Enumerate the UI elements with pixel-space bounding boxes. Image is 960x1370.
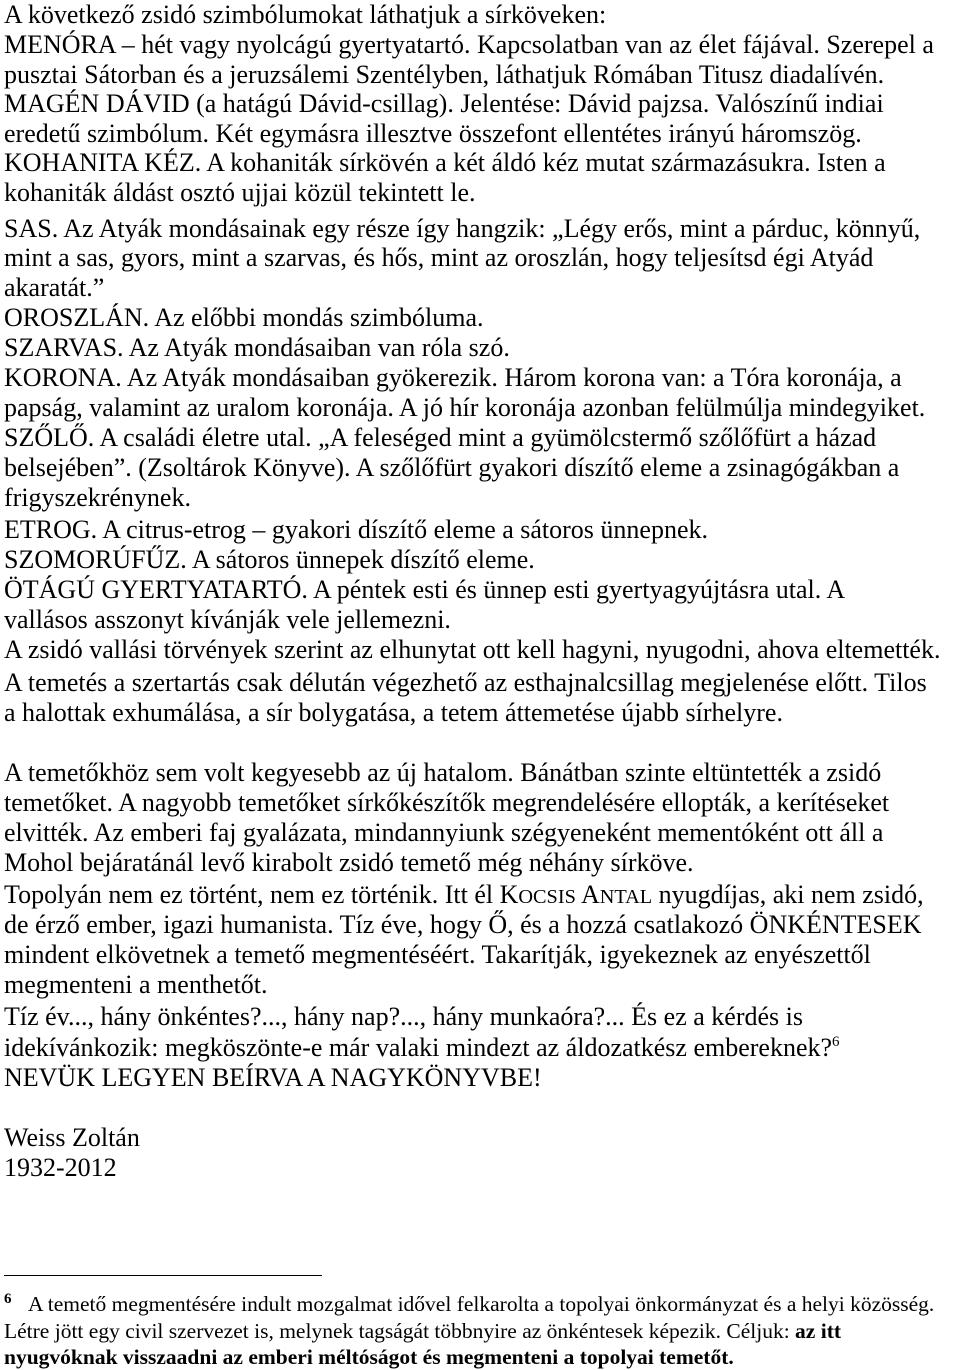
- footnote-line: nyugvóknak visszaadni az emberi méltóságot és megmenteni a topolyai temetőt.: [4, 1345, 734, 1369]
- body-text-line: de érző ember, igazi humanista. Tíz éve, hogy Ő, és a hozzá csatlakozó ÖNKÉNTESEK: [4, 910, 922, 939]
- footnote-reference: 6: [832, 1034, 840, 1050]
- footnote-text: Létre jött egy civil szervezet is, melynek tagságát többnyire az önkéntesek képezik. Céljuk:: [4, 1319, 796, 1343]
- body-text-line: mint a sas, gyors, mint a szarvas, és hős, mint az oroszlán, hogy teljesítsd égi Atyád: [4, 243, 874, 272]
- body-text-line: [4, 880, 924, 912]
- body-text-line: ETROG. A citrus-etrog – gyakori díszítő eleme a sátoros ünnepnek.: [4, 515, 709, 544]
- body-text-line: A temetőkhöz sem volt kegyesebb az új hatalom. Bánátban szinte eltüntették a zsidó: [4, 758, 882, 787]
- body-text-line: MENÓRA – hét vagy nyolcágú gyertyatartó. Kapcsolatban van az élet fájával. Szerepel a: [4, 30, 934, 59]
- body-text-line: belsejében”. (Zsoltárok Könyve). A szőlőfürt gyakori díszítő eleme a zsinagógákban a: [4, 453, 900, 482]
- body-text-line: kohaniták áldást osztó ujjai közül tekintett le.: [4, 178, 476, 207]
- author-years: 1932-2012: [4, 1153, 117, 1182]
- body-text-line: SZŐLŐ. A családi életre utal. „A feleséged mint a gyümölcstermő szőlőfürt a házad: [4, 423, 877, 452]
- footnote-line: 6 A temető megmentésére indult mozgalmat idővel felkarolta a topolyai önkormányzat és a helyi közösség.: [4, 1291, 935, 1316]
- text-segment: nyugdíjas, aki nem zsidó,: [652, 880, 924, 909]
- small-caps-rest: NTAL: [599, 886, 653, 908]
- body-text-line: KOHANITA KÉZ. A kohaniták sírkövén a két áldó kéz mutat származásukra. Isten a: [4, 148, 886, 177]
- body-text-line: SZARVAS. Az Atyák mondásaiban van róla szó.: [4, 333, 510, 362]
- body-text-line: megmenteni a menthetőt.: [4, 970, 268, 999]
- body-text-line: SAS. Az Atyák mondásainak egy része így hangzik: „Légy erős, mint a párduc, könnyű,: [4, 214, 921, 243]
- body-text-line: akaratát.”: [4, 273, 105, 302]
- body-text-line: KORONA. Az Atyák mondásaiban gyökerezik. Három korona van: a Tóra koronája, a: [4, 363, 902, 392]
- body-text-line: pusztai Sátorban és a jeruzsálemi Szentélyben, láthatjuk Rómában Titusz diadalívén.: [4, 60, 885, 89]
- body-text-line: A következő zsidó szimbólumokat láthatjuk a sírköveken:: [4, 0, 607, 29]
- text-segment: Topolyán nem ez történt, nem ez történik. Itt él: [4, 880, 500, 909]
- text-segment: idekívánkozik: megköszönte-e már valaki mindezt az áldozatkész embereknek?: [4, 1033, 833, 1062]
- small-caps-initial: K: [499, 880, 519, 909]
- body-text-line: MAGÉN DÁVID (a hatágú Dávid-csillag). Jelentése: Dávid pajzsa. Valószínű indiai: [4, 89, 884, 118]
- small-caps-initial: A: [580, 880, 600, 909]
- body-text-line: A zsidó vallási törvények szerint az elhunytat ott kell hagyni, nyugodni, ahova eltemették.: [4, 635, 941, 664]
- small-caps-rest: OCSIS: [518, 886, 576, 908]
- footnote-rule: [4, 1275, 322, 1276]
- footnote-line: [4, 1320, 841, 1342]
- person-name: [500, 880, 653, 909]
- body-text-line: vallásos asszonyt kívánják vele jellemezni.: [4, 605, 451, 634]
- body-text-line: NEVÜK LEGYEN BEÍRVA A NAGYKÖNYVBE!: [4, 1063, 542, 1092]
- body-text-line: A temetés a szertartás csak délután végezhető az esthajnalcsillag megjelenése előtt. Tilos: [4, 668, 927, 697]
- body-text-line: papság, valamint az uralom koronája. A jó hír koronája azonban felülmúlja mindegyiket.: [4, 393, 926, 422]
- author-name: Weiss Zoltán: [4, 1123, 140, 1152]
- body-text-line: OROSZLÁN. Az előbbi mondás szimbóluma.: [4, 303, 484, 332]
- body-text-line: [4, 1033, 840, 1063]
- body-text-line: SZOMORÚFŰZ. A sátoros ünnepek díszítő eleme.: [4, 545, 535, 574]
- footnote-text: A temető megmentésére indult mozgalmat idővel felkarolta a topolyai önkormányzat és a helyi közösség.: [28, 1292, 935, 1316]
- body-text-line: frigyszekrénynek.: [4, 483, 191, 512]
- body-text-line: Mohol bejáratánál levő kirabolt zsidó temető még néhány sírköve.: [4, 848, 694, 877]
- body-text-line: eredetű szimbólum. Két egymásra illesztve összefont ellentétes irányú háromszög.: [4, 119, 862, 148]
- body-text-line: mindent elkövetnek a temető megmentéséért. Takarítják, igyekeznek az enyészettől: [4, 940, 871, 969]
- body-text-line: temetőket. A nagyobb temetőket sírkőkészítők megrendelésére ellopták, a kerítéseket: [4, 788, 890, 817]
- body-text-line: ÖTÁGÚ GYERTYATARTÓ. A péntek esti és ünnep esti gyertyagyújtásra utal. A: [4, 575, 846, 604]
- body-text-line: Tíz év..., hány önkéntes?..., hány nap?..., hány munkaóra?... És ez a kérdés is: [4, 1002, 803, 1031]
- body-text-line: a halottak exhumálása, a sír bolygatása, a tetem áttemetése újabb sírhelyre.: [4, 698, 783, 727]
- footnote-bold-text: az itt: [795, 1319, 842, 1343]
- body-text-line: elvitték. Az emberi faj gyalázata, mindannyiunk szégyeneként mementóként ott áll a: [4, 818, 884, 847]
